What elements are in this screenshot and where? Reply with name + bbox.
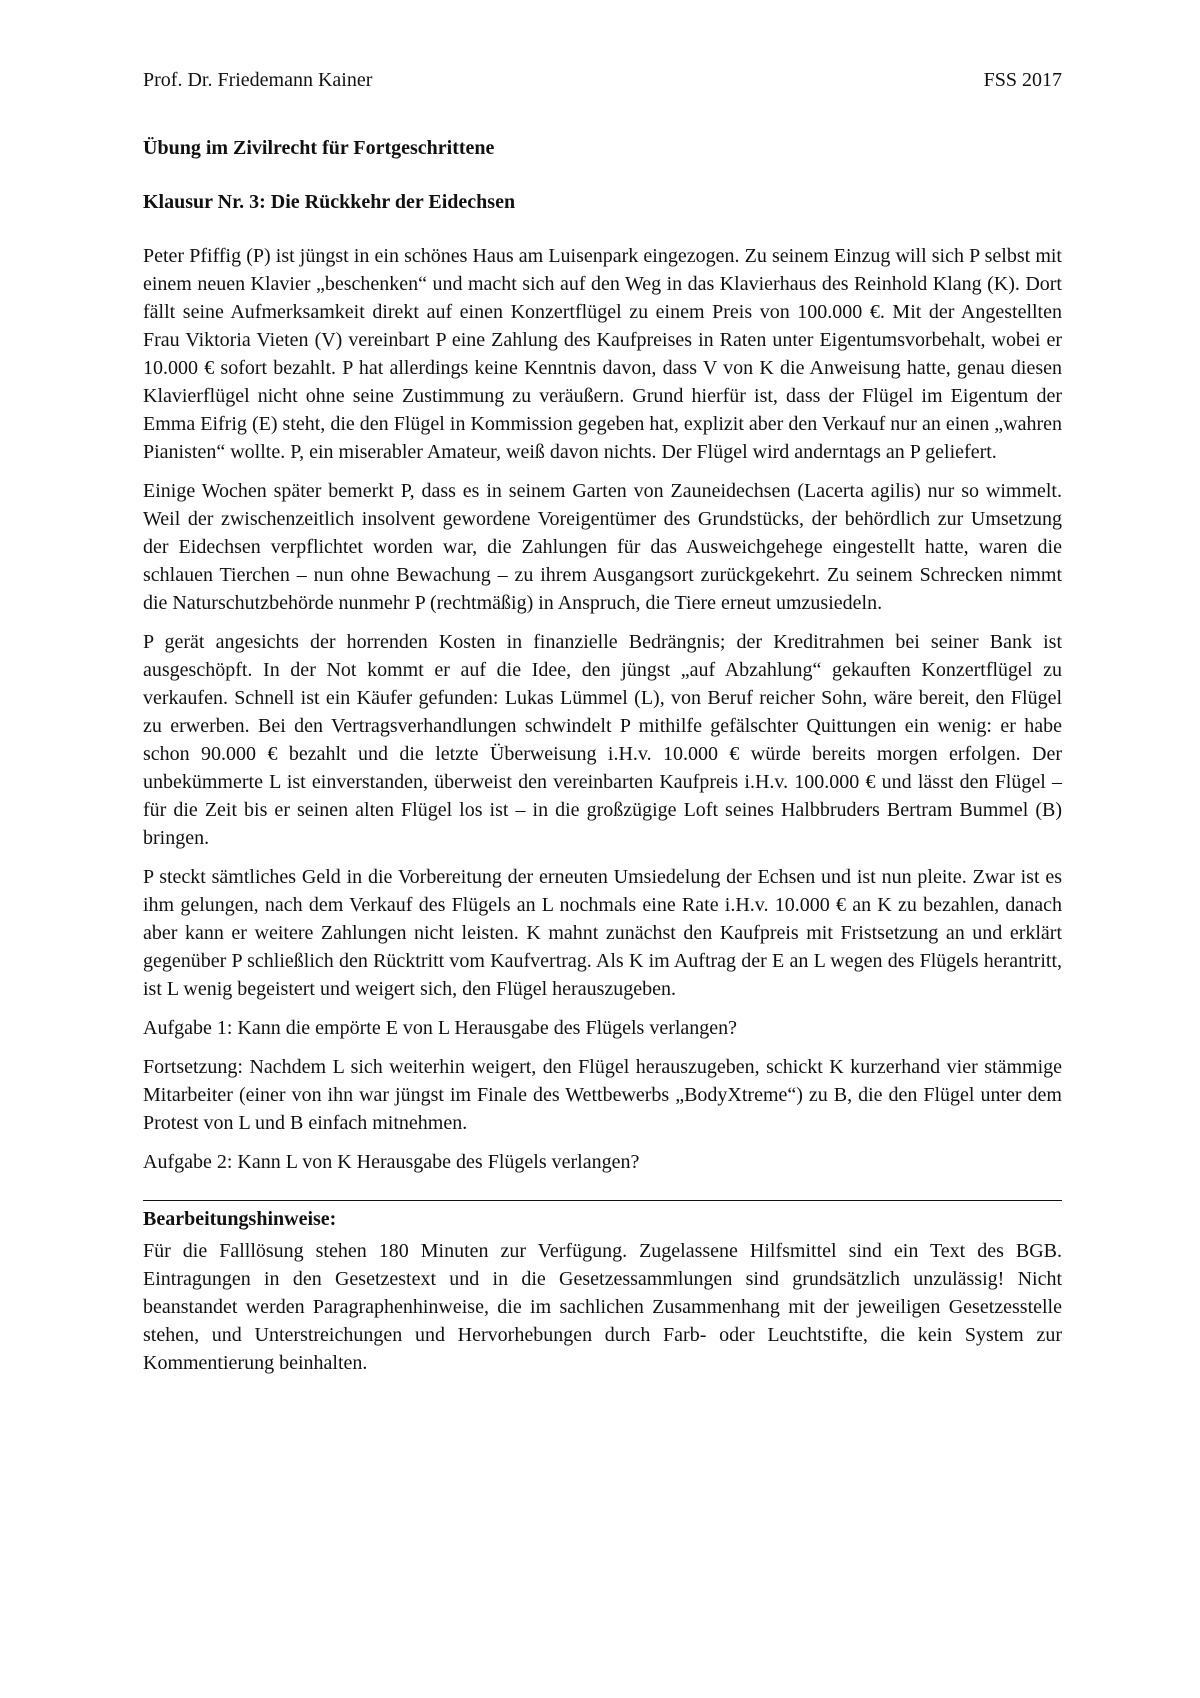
notes-title: Bearbeitungshinweise: <box>143 1208 337 1230</box>
page-header <box>143 66 1062 94</box>
course-title: Übung im Zivilrecht für Fortgeschrittene <box>143 137 495 159</box>
exam-title: Klausur Nr. 3: Die Rückkehr der Eidechsen <box>143 191 516 213</box>
case-paragraph-1: Peter Pfiffig (P) ist jüngst in ein schönes Haus am Luisenpark eingezogen. Zu seinem Einzug will sich P selbst mit einem neuen Klavier „beschenken“ und macht sich auf den Weg in das Klavierhaus des Reinhold Klang (K). Dort fällt seine Aufmerksamkeit direkt auf einen Konzertflügel zu einem Preis von 100.000 €. Mit der Angestellten Frau Viktoria Vieten (V) vereinbart P eine Zahlung des Kaufpreises in Raten unter Eigentumsvorbehalt, wobei er 10.000 € sofort bezahlt. P hat allerdings keine Kenntnis davon, dass V von K die Anweisung hatte, genau diesen Klavierflügel nicht ohne seine Zustimmung zu veräußern. Grund hierfür ist, dass der Flügel im Eigentum der Emma Eifrig (E) steht, die den Flügel in Kommission gegeben hat, explizit aber den Verkauf nur an einen „wahren Pianisten“ wollte. P, ein miserabler Amateur, weiß davon nichts. Der Flügel wird anderntags an P geliefert. <box>143 245 1062 463</box>
task-1: Aufgabe 1: Kann die empörte E von L Herausgabe des Flügels verlangen? <box>143 1017 738 1039</box>
semester-label: FSS 2017 <box>983 69 1062 91</box>
case-paragraph-4: P steckt sämtliches Geld in die Vorbereitung der erneuten Umsiedelung der Echsen und ist nun pleite. Zwar ist es ihm gelungen, nach dem Verkauf des Flügels an L nochmals eine Rate i.H.v. 10.000 € an K zu bezahlen, danach aber kann er weitere Zahlungen nicht leisten. K mahnt zunächst den Kaufpreis mit Fristsetzung an und erklärt gegenüber P schließlich den Rücktritt vom Kaufvertrag. Als K im Auftrag der E an L wegen des Flügels herantritt, ist L wenig begeistert und weigert sich, den Flügel herauszugeben. <box>143 866 1062 1000</box>
case-paragraph-3: P gerät angesichts der horrenden Kosten in finanzielle Bedrängnis; der Kreditrahmen bei seiner Bank ist ausgeschöpft. In der Not kommt er auf die Idee, den jüngst „auf Abzahlung“ gekauften Konzertflügel zu verkaufen. Schnell ist ein Käufer gefunden: Lukas Lümmel (L), von Beruf reicher Sohn, wäre bereit, den Flügel zu erwerben. Bei den Vertragsverhandlungen schwindelt P mithilfe gefälschter Quittungen ein wenig: er habe schon 90.000 € bezahlt und die letzte Überweisung i.H.v. 10.000 € würde bereits morgen erfolgen. Der unbekümmerte L ist einverstanden, überweist den vereinbarten Kaufpreis i.H.v. 100.000 € und lässt den Flügel – für die Zeit bis er seinen alten Flügel los ist – in die großzügige Loft seines Halbbruders Bertram Bummel (B) bringen. <box>143 631 1062 849</box>
task-2: Aufgabe 2: Kann L von K Herausgabe des Flügels verlangen? <box>143 1151 640 1173</box>
notes-text: Für die Falllösung stehen 180 Minuten zur Verfügung. Zugelassene Hilfsmittel sind ein Text des BGB. Eintragungen in den Gesetzestext und in die Gesetzessammlungen sind grundsätzlich unzulässig! Nicht beanstandet werden Paragraphenhinweise, die im sachlichen Zusammenhang mit der jeweiligen Gesetzesstelle stehen, und Unterstreichungen und Hervorhebungen durch Farb- oder Leuchtstifte, die kein System zur Kommentierung beinhalten. <box>143 1240 1062 1374</box>
continuation-paragraph: Fortsetzung: Nachdem L sich weiterhin weigert, den Flügel herauszugeben, schickt K kurzerhand vier stämmige Mitarbeiter (einer von ihn war jüngst im Finale des Wettbewerbs „BodyXtreme“) zu B, die den Flügel unter dem Protest von L und B einfach mitnehmen. <box>143 1056 1062 1134</box>
document-page <box>143 66 1062 1388</box>
case-paragraph-2: Einige Wochen später bemerkt P, dass es in seinem Garten von Zauneidechsen (Lacerta agilis) nur so wimmelt. Weil der zwischenzeitlich insolvent gewordene Voreigentümer des Grundstücks, der behördlich zur Umsetzung der Eidechsen verpflichtet worden war, die Zahlungen für das Ausweichgehege eingestellt hatte, waren die schlauen Tierchen – nun ohne Bewachung – zu ihrem Ausgangsort zurückgekehrt. Zu seinem Schrecken nimmt die Naturschutzbehörde nunmehr P (rechtmäßig) in Anspruch, die Tiere erneut umzusiedeln. <box>143 480 1062 614</box>
author-name: Prof. Dr. Friedemann Kainer <box>143 69 373 91</box>
section-divider <box>143 1200 1062 1201</box>
